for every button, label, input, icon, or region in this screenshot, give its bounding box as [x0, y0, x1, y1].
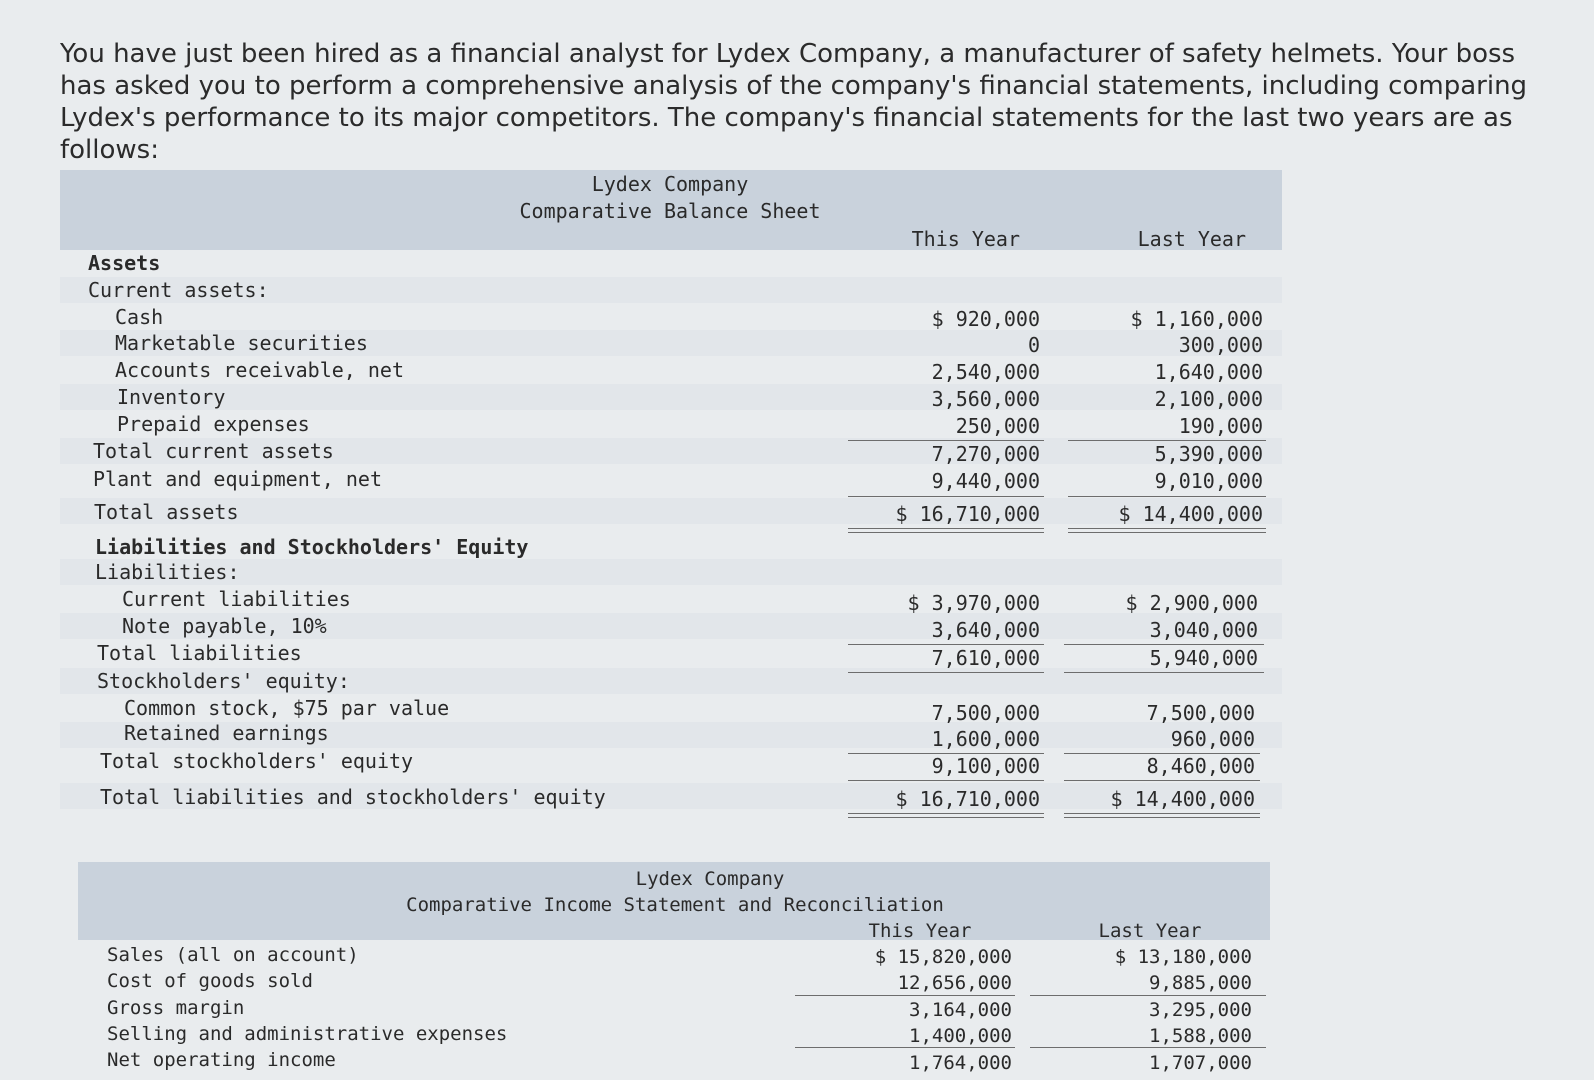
subtotal-rule [1064, 644, 1264, 645]
balance-sheet-title: Comparative Balance Sheet [519, 199, 821, 223]
subtotal-rule [1064, 780, 1260, 781]
total-double-rule [1064, 813, 1260, 818]
cost-of-goods-sold-label: Cost of goods sold [107, 970, 313, 992]
plant-equipment-last-year: 9,010,000 [1154, 469, 1263, 493]
liabilities-heading: Liabilities: [95, 560, 240, 584]
inventory-last-year: 2,100,000 [1154, 387, 1263, 411]
income-statement-company: Lydex Company [635, 868, 785, 890]
plant-equipment-this-year: 9,440,000 [931, 469, 1040, 493]
plant-equipment-label: Plant and equipment, net [93, 467, 382, 491]
marketable-securities-label: Marketable securities [115, 331, 368, 355]
common-stock-label: Common stock, $75 par value [124, 696, 450, 720]
subtotal-rule [848, 780, 1044, 781]
current-liabilities-label: Current liabilities [122, 587, 351, 611]
total-liabilities-label: Total liabilities [97, 641, 302, 665]
subtotal-rule [1068, 496, 1266, 497]
gross-margin-last-year: 3,295,000 [1149, 999, 1252, 1021]
total-liabilities-equity-this-year: $ 16,710,000 [895, 787, 1040, 811]
note-payable-this-year: 3,640,000 [931, 618, 1040, 642]
total-stockholders-equity-this-year: 9,100,000 [931, 754, 1040, 778]
total-liabilities-equity-label: Total liabilities and stockholders' equity [100, 785, 606, 809]
sales-last-year: $ 13,180,000 [1114, 946, 1252, 968]
selling-admin-expenses-label: Selling and administrative expenses [107, 1023, 508, 1045]
income-statement-col-this-year: This Year [868, 920, 972, 942]
cost-of-goods-sold-this-year: 12,656,000 [897, 972, 1012, 994]
total-assets-last-year: $ 14,400,000 [1118, 502, 1263, 526]
retained-earnings-label: Retained earnings [124, 721, 329, 745]
cash-label: Cash [115, 305, 164, 329]
total-current-assets-this-year: 7,270,000 [931, 442, 1040, 466]
gross-margin-label: Gross margin [107, 997, 245, 1019]
subtotal-rule [848, 644, 1044, 645]
row-stripe [60, 559, 1282, 585]
selling-admin-expenses-last-year: 1,588,000 [1149, 1025, 1252, 1047]
common-stock-last-year: 7,500,000 [1146, 701, 1255, 725]
gross-margin-this-year: 3,164,000 [909, 999, 1012, 1021]
total-double-rule [848, 813, 1044, 818]
subtotal-rule [1030, 1047, 1266, 1048]
subtotal-rule [848, 672, 1044, 673]
total-liabilities-this-year: 7,610,000 [931, 646, 1040, 670]
total-liabilities-last-year: 5,940,000 [1149, 646, 1258, 670]
inventory-label: Inventory [117, 385, 226, 409]
cost-of-goods-sold-last-year: 9,885,000 [1149, 972, 1252, 994]
liabilities-equity-heading: Liabilities and Stockholders' Equity [95, 535, 529, 559]
total-current-assets-label: Total current assets [93, 439, 334, 463]
marketable-securities-this-year: 0 [1027, 333, 1040, 357]
sales-this-year: $ 15,820,000 [874, 946, 1012, 968]
income-statement-col-last-year: Last Year [1098, 920, 1202, 942]
selling-admin-expenses-this-year: 1,400,000 [909, 1025, 1012, 1047]
current-liabilities-this-year: $ 3,970,000 [907, 591, 1040, 615]
assets-heading: Assets [88, 251, 161, 275]
total-assets-label: Total assets [94, 500, 239, 524]
retained-earnings-this-year: 1,600,000 [931, 727, 1040, 751]
total-double-rule [1068, 528, 1266, 533]
subtotal-rule [848, 440, 1044, 441]
net-operating-income-last-year: 1,707,000 [1149, 1052, 1252, 1074]
subtotal-rule [848, 496, 1044, 497]
stockholders-equity-heading: Stockholders' equity: [97, 669, 350, 693]
balance-sheet-company: Lydex Company [591, 172, 749, 196]
note-payable-label: Note payable, 10% [122, 614, 327, 638]
common-stock-this-year: 7,500,000 [931, 701, 1040, 725]
note-payable-last-year: 3,040,000 [1149, 618, 1258, 642]
total-assets-this-year: $ 16,710,000 [895, 502, 1040, 526]
inventory-this-year: 3,560,000 [931, 387, 1040, 411]
total-double-rule [848, 528, 1044, 533]
retained-earnings-last-year: 960,000 [1170, 727, 1255, 751]
prepaid-expenses-last-year: 190,000 [1178, 414, 1263, 438]
cash-this-year: $ 920,000 [931, 307, 1040, 331]
accounts-receivable-this-year: 2,540,000 [931, 360, 1040, 384]
total-stockholders-equity-label: Total stockholders' equity [100, 749, 414, 773]
income-statement-title: Comparative Income Statement and Reconciliation [406, 894, 944, 916]
subtotal-rule [1064, 753, 1260, 754]
prepaid-expenses-label: Prepaid expenses [117, 412, 310, 436]
balance-sheet-col-last-year: Last Year [1137, 227, 1246, 251]
intro-paragraph: You have just been hired as a financial analyst for Lydex Company, a manufacturer of safety helmets. Your boss has asked you to perform a comprehensive analysis of the company's financial statements, including comparing Lydex's performance to its major competitors. The company's financial statements for the last two years are as follows: [60, 39, 1528, 165]
subtotal-rule [1030, 995, 1266, 996]
current-liabilities-last-year: $ 2,900,000 [1125, 591, 1258, 615]
sales-label: Sales (all on account) [107, 944, 359, 966]
accounts-receivable-label: Accounts receivable, net [115, 358, 404, 382]
marketable-securities-last-year: 300,000 [1178, 333, 1263, 357]
total-current-assets-last-year: 5,390,000 [1154, 442, 1263, 466]
accounts-receivable-last-year: 1,640,000 [1154, 360, 1263, 384]
total-stockholders-equity-last-year: 8,460,000 [1146, 754, 1255, 778]
subtotal-rule [1068, 440, 1266, 441]
subtotal-rule [795, 995, 1015, 996]
subtotal-rule [1064, 672, 1264, 673]
subtotal-rule [848, 753, 1044, 754]
cash-last-year: $ 1,160,000 [1130, 307, 1263, 331]
prepaid-expenses-this-year: 250,000 [955, 414, 1040, 438]
subtotal-rule [795, 1047, 1015, 1048]
total-liabilities-equity-last-year: $ 14,400,000 [1110, 787, 1255, 811]
current-assets-heading: Current assets: [88, 278, 269, 302]
net-operating-income-label: Net operating income [107, 1049, 336, 1071]
net-operating-income-this-year: 1,764,000 [909, 1052, 1012, 1074]
balance-sheet-col-this-year: This Year [911, 227, 1020, 251]
